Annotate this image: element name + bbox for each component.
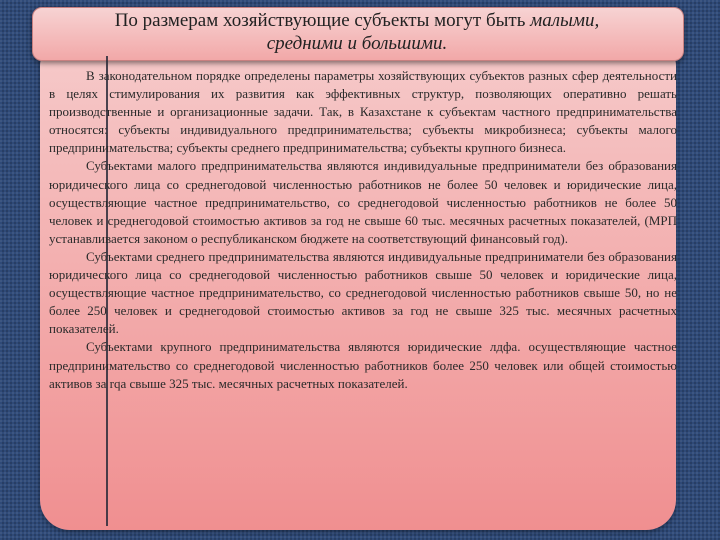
title-text-italic-2: средними и большими.: [266, 33, 448, 54]
title-text-italic-1: малыми,: [530, 10, 600, 31]
body-text: [49, 67, 677, 393]
paragraph-large-business: Субъектами крупного предпринимательства являются юридические лдфа. осуществляющие частное предпринимательство со среднегодовой численностью работников более 250 человек или общей стоимостью активов за rqa свыше 325 тыс. месячных расчетных показателей.: [49, 339, 677, 391]
paragraph-medium-business: Субъектами среднего предпринимательства являются индивидуальные предприниматели без образования юридического лица со среднегодовой численностью работников свыше 50 человек и юридические лица, осуществляющие частное предпринимательство, со среднегодовой численностью работников свыше 50, но не более 250 человек и среднегодовой стоимостью активов за год не свыше 325 тыс. месячных расчетных показателей.: [49, 248, 677, 337]
paragraph-small-business: Субъектами малого предпринимательства являются индивидуальные предприниматели без образования юридического лица со среднегодовой численностью работников не более 50 человек и юридические лица, осуществляющие частное предпринимательство, со среднегодовой численностью работников не более 50 человек и среднегодовой стоимостью активов за год не свыше 60 тыс. месячных расчетных показателей, (МРП устанавливается законом о республиканском бюджете на соответствующий финансовый год).: [49, 158, 677, 246]
title-text-regular: По размерам хозяйствующие субъекты могут быть: [114, 10, 531, 31]
slide-title: [32, 9, 682, 55]
paragraph-intro: В законодательном порядке определены параметры хозяйствующих субъектов разных сфер деятельности в целях стимулирования их развития как эффективных структур, позволяющих оперативно решать производственные и организационные задачи. Так, в Казахстане к субъектам частного предпринимательства относятся: субъекты индивидуального предпринимательства; субъекты микробизнеса; субъекты малого предпринимательства; субъекты среднего предпринимательства; субъекты крупного бизнеса.: [49, 68, 677, 156]
